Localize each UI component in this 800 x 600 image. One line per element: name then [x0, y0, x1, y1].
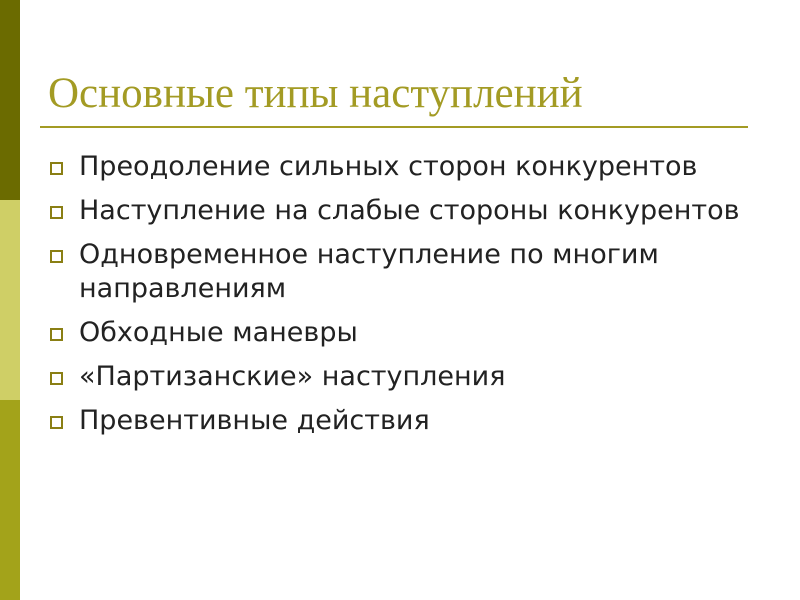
bullet-item	[48, 316, 758, 350]
slide-title: Основные типы наступлений	[48, 70, 583, 117]
bullet-item	[48, 238, 758, 306]
bullet-text: Одновременное наступление по многим направлениям	[79, 239, 659, 304]
square-bullet-icon	[50, 206, 63, 219]
bullet-item	[48, 150, 758, 184]
sidebar-decoration-middle	[0, 200, 20, 400]
square-bullet-icon	[50, 372, 63, 385]
bullet-text: Превентивные действия	[79, 405, 430, 436]
square-bullet-icon	[50, 328, 63, 341]
bullet-item	[48, 404, 758, 438]
bullet-item	[48, 194, 758, 228]
square-bullet-icon	[50, 416, 63, 429]
sidebar-decoration-top	[0, 0, 20, 200]
sidebar-decoration-bottom	[0, 400, 20, 600]
bullet-text: Обходные маневры	[79, 317, 358, 348]
square-bullet-icon	[50, 250, 63, 263]
bullet-text: «Партизанские» наступления	[79, 361, 506, 392]
bullet-text: Преодоление сильных сторон конкурентов	[79, 151, 698, 182]
bullet-text: Наступление на слабые стороны конкурентов	[79, 195, 740, 226]
bullet-list	[48, 150, 758, 448]
bullet-item	[48, 360, 758, 394]
square-bullet-icon	[50, 162, 63, 175]
title-underline	[40, 126, 748, 128]
